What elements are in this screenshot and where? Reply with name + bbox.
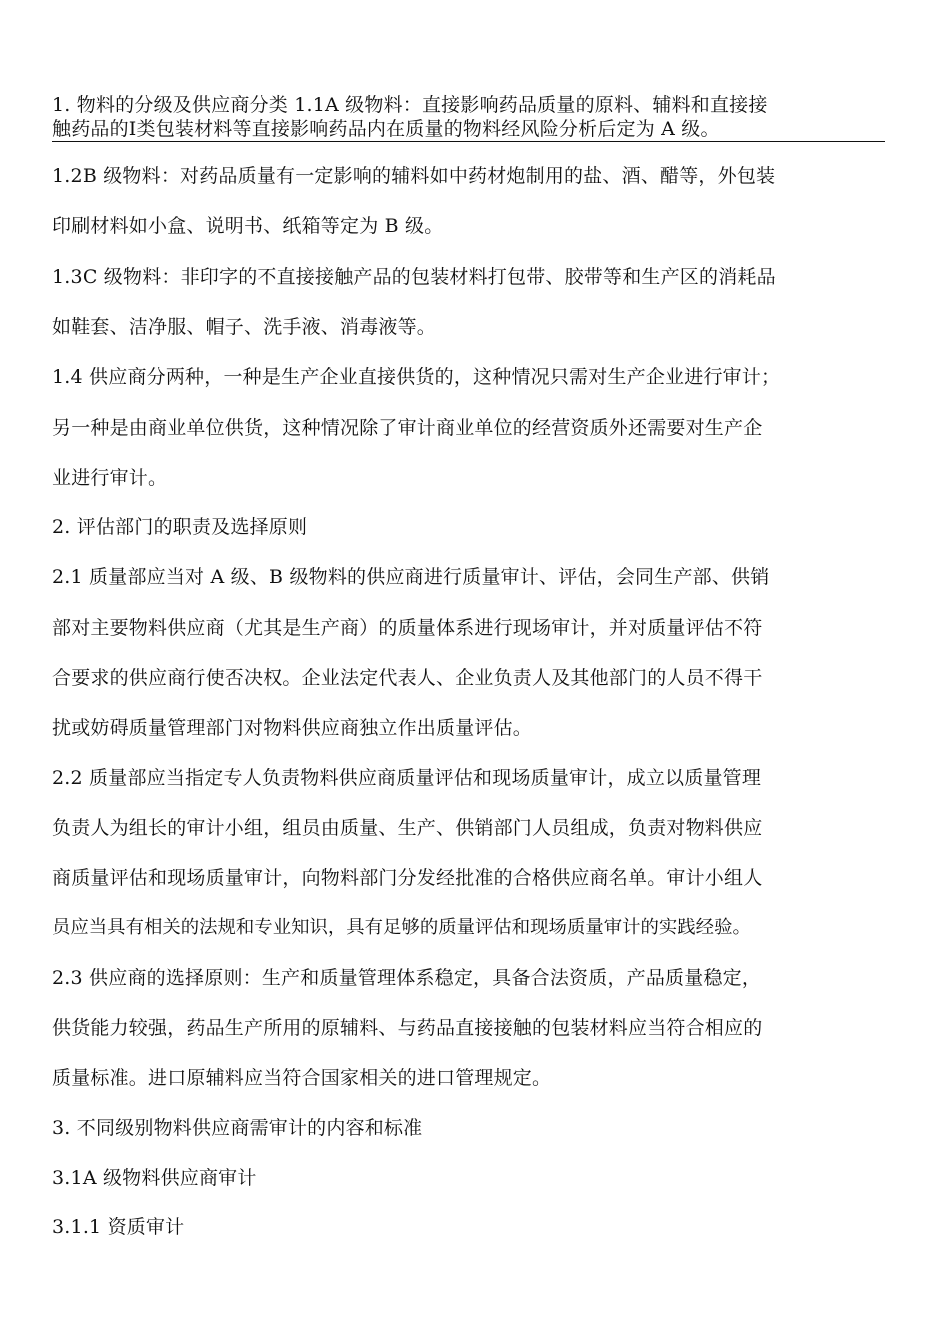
text-line: 合要求的供应商行使否决权。企业法定代表人、企业负责人及其他部门的人员不得干 [52,667,763,689]
text-line: 员应当具有相关的法规和专业知识，具有足够的质量评估和现场质量审计的实践经验。 [52,917,751,938]
text-line: 2.3 供应商的选择原则：生产和质量管理体系稳定，具备合法资质，产品质量稳定， [52,967,762,989]
text-line: 2.2 质量部应当指定专人负责物料供应商质量评估和现场质量审计，成立以质量管理 [52,767,762,789]
text-line: 1.4 供应商分两种，一种是生产企业直接供货的，这种情况只需对生产企业进行审计； [52,366,781,388]
text-line: 业进行审计。 [52,467,168,489]
text-line: 商质量评估和现场质量审计，向物料部门分发经批准的合格供应商名单。审计小组人 [52,867,763,889]
text-line: 触药品的Ⅰ类包装材料等直接影响药品内在质量的物料经风险分析后定为 A 级。 [52,118,720,140]
text-line: 供货能力较强，药品生产所用的原辅料、与药品直接接触的包装材料应当符合相应的 [52,1017,763,1039]
text-line: 质量标准。进口原辅料应当符合国家相关的进口管理规定。 [52,1067,552,1089]
text-line: 2.1 质量部应当对 A 级、B 级物料的供应商进行质量审计、评估，会同生产部、供销 [52,566,770,588]
text-line: 1. 物料的分级及供应商分类 1.1A 级物料：直接影响药品质量的原料、辅料和直接接 [52,94,768,116]
text-line: 负责人为组长的审计小组，组员由质量、生产、供销部门人员组成，负责对物料供应 [52,817,763,839]
text-line: 如鞋套、洁净服、帽子、洗手液、消毒液等。 [52,316,437,338]
section-heading: 2. 评估部门的职责及选择原则 [52,516,308,538]
text-line: 1.2B 级物料：对药品质量有一定影响的辅料如中药材炮制用的盐、酒、醋等，外包装 [52,165,776,187]
text-line: 扰或妨碍质量管理部门对物料供应商独立作出质量评估。 [52,717,533,739]
section-heading: 3. 不同级别物料供应商需审计的内容和标准 [52,1117,423,1139]
text-line: 另一种是由商业单位供货，这种情况除了审计商业单位的经营资质外还需要对生产企 [52,417,763,439]
subsection-heading: 3.1.1 资质审计 [52,1216,185,1238]
text-line: 部对主要物料供应商（尤其是生产商）的质量体系进行现场审计，并对质量评估不符 [52,617,763,639]
text-line: 印刷材料如小盒、说明书、纸箱等定为 B 级。 [52,215,444,237]
text-line: 1.3C 级物料：非印字的不直接接触产品的包装材料打包带、胶带等和生产区的消耗品 [52,266,776,288]
subsection-heading: 3.1A 级物料供应商审计 [52,1167,257,1189]
underline-rule [52,141,885,142]
